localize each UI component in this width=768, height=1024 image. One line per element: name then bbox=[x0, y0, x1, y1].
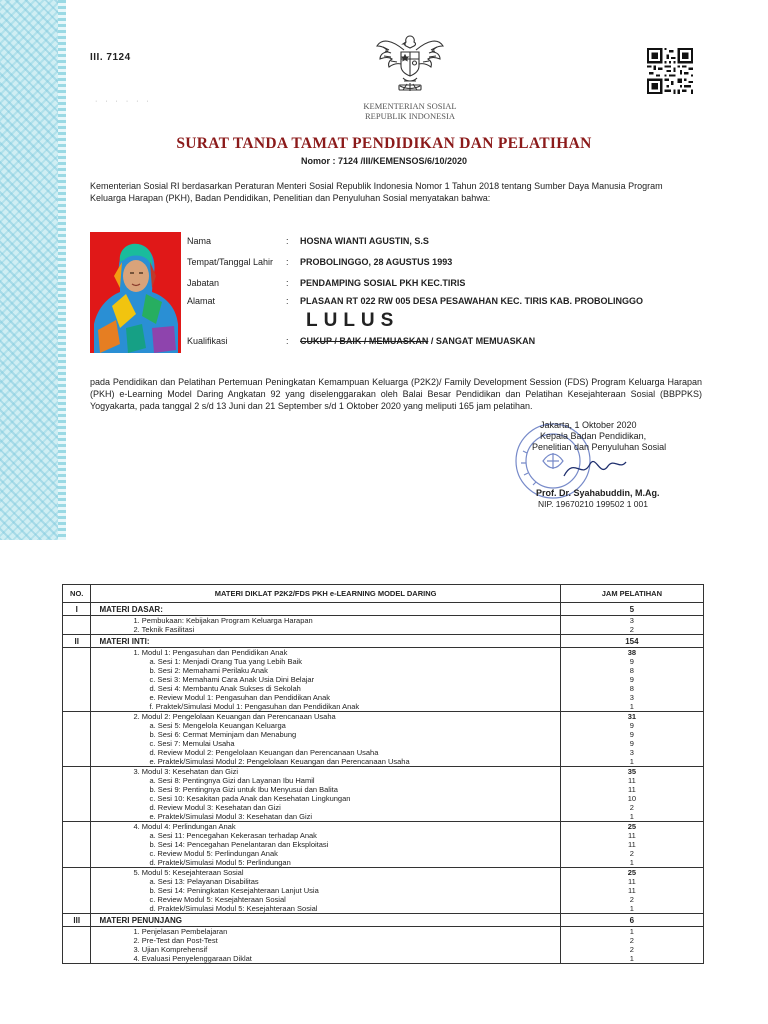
hours-cell bbox=[560, 648, 703, 712]
field-label: Nama bbox=[187, 236, 212, 246]
field-value bbox=[300, 336, 535, 346]
hours-value: 1 bbox=[629, 904, 634, 913]
header-jam: JAM PELATIHAN bbox=[560, 585, 703, 603]
materi-cell bbox=[91, 767, 560, 822]
session-item: d. Sesi 4: Membantu Anak Sukses di Sekolah bbox=[149, 684, 301, 693]
materi-cell bbox=[91, 648, 560, 712]
field-value: HOSNA WIANTI AGUSTIN, S.S bbox=[300, 236, 429, 246]
field-label: Alamat bbox=[187, 296, 216, 306]
module-item: 1. Pembukaan: Kebijakan Program Keluarga Harapan bbox=[133, 616, 313, 625]
section-hours: 6 bbox=[560, 914, 703, 927]
session-item: e. Review Modul 1: Pengasuhan dan Pendidikan Anak bbox=[149, 693, 330, 702]
table-body bbox=[63, 603, 704, 964]
session-item: c. Review Modul 5: Perlindungan Anak bbox=[149, 849, 278, 858]
hours-value: 9 bbox=[629, 657, 634, 666]
row-number-cell bbox=[63, 648, 91, 712]
struck-qualifications: CUKUP / BAIK / MEMUASKAN bbox=[300, 336, 429, 346]
materi-cell bbox=[91, 616, 560, 635]
section-number: III bbox=[63, 914, 91, 927]
certificate-title: SURAT TANDA TAMAT PENDIDIKAN DAN PELATIHAN bbox=[176, 135, 592, 152]
session-item: d. Review Modul 3: Kesehatan dan Gizi bbox=[149, 803, 281, 812]
session-item: c. Sesi 3: Memahami Cara Anak Usia Dini Belajar bbox=[149, 675, 315, 684]
table-row bbox=[63, 767, 704, 822]
hours-value: 11 bbox=[627, 886, 636, 895]
section-row bbox=[63, 603, 704, 616]
row-number-cell bbox=[63, 616, 91, 635]
field-value: PROBOLINGGO, 28 AGUSTUS 1993 bbox=[300, 257, 453, 267]
hours-value: 8 bbox=[629, 684, 634, 693]
hours-cell bbox=[560, 822, 703, 868]
body-paragraph: pada Pendidikan dan Pelatihan Pertemuan Peningkatan Kemampuan Keluarga (P2K2)/ Family Development Session (FDS) Program Keluarga Harapan (PKH) e-Learning Model Daring Angkatan 92 yang diselenggarakan oleh Balai Besar Pendidikan dan Pelatihan Kesejahteraan Sosial (BBPPKS) Yogyakarta, pada tanggal 2 s/d 13 Juni dan 21 September s/d 1 Oktober 2020 yang meliputi 165 jam pelatihan. bbox=[90, 377, 702, 411]
field-value: PLASAAN RT 022 RW 005 DESA PESAWAHAN KEC. TIRIS KAB. PROBOLINGGO bbox=[300, 296, 644, 306]
hours-value: 2 bbox=[629, 945, 634, 954]
field-label: Tempat/Tanggal Lahir bbox=[187, 257, 274, 267]
session-item: c. Sesi 7: Memulai Usaha bbox=[149, 739, 235, 748]
module-item: 2. Modul 2: Pengelolaan Keuangan dan Perencanaan Usaha bbox=[133, 712, 336, 721]
hours-value: 9 bbox=[629, 730, 634, 739]
materi-cell bbox=[91, 868, 560, 914]
session-item: b. Sesi 6: Cermat Meminjam dan Menabung bbox=[149, 730, 297, 739]
field-value: PENDAMPING SOSIAL PKH KEC.TIRIS bbox=[300, 278, 466, 288]
hours-value: 11 bbox=[627, 840, 636, 849]
hours-value: 1 bbox=[629, 702, 634, 711]
materi-cell bbox=[91, 712, 560, 767]
header-materi: MATERI DIKLAT P2K2/FDS PKH e-LEARNING MODEL DARING bbox=[91, 585, 560, 603]
hours-value: 2 bbox=[629, 803, 634, 812]
section-hours: 154 bbox=[560, 635, 703, 648]
session-item: e. Praktek/Simulasi Modul 3: Kesehatan dan Gizi bbox=[149, 812, 313, 821]
session-item: c. Review Modul 5: Kesejahteraan Sosial bbox=[149, 895, 286, 904]
session-item: b. Sesi 9: Pentingnya Gizi untuk Ibu Menyusui dan Balita bbox=[149, 785, 338, 794]
module-item: 1. Penjelasan Pembelajaran bbox=[133, 927, 228, 936]
session-item: c. Sesi 10: Kesakitan pada Anak dan Kesehatan Lingkungan bbox=[149, 794, 351, 803]
field-label: Kualifikasi bbox=[187, 336, 228, 346]
hours-value: 11 bbox=[627, 877, 636, 886]
module-item: 3. Modul 3: Kesehatan dan Gizi bbox=[133, 767, 239, 776]
certificate-number: Nomor : 7124 /III/KEMENSOS/6/10/2020 bbox=[300, 156, 468, 166]
hours-value: 38 bbox=[627, 648, 637, 657]
hours-value: 10 bbox=[627, 794, 637, 803]
materi-cell bbox=[91, 927, 560, 964]
table-row bbox=[63, 927, 704, 964]
hours-value: 3 bbox=[629, 748, 634, 757]
section-title: MATERI INTI: bbox=[91, 635, 560, 648]
hours-value: 3 bbox=[629, 693, 634, 702]
module-item: 1. Modul 1: Pengasuhan dan Pendidikan Anak bbox=[133, 648, 288, 657]
module-item: 2. Pre-Test dan Post-Test bbox=[133, 936, 218, 945]
field-colon: : bbox=[286, 278, 289, 288]
signer-nip: NIP. 19670210 199502 1 001 bbox=[538, 499, 648, 509]
serial-number: III. 7124 bbox=[90, 52, 131, 63]
session-item: b. Sesi 14: Peningkatan Kesejahteraan Lanjut Usia bbox=[149, 886, 319, 895]
session-item: d. Praktek/Simulasi Modul 5: Perlindungan bbox=[149, 858, 291, 867]
ministry-line-2: REPUBLIK INDONESIA bbox=[365, 111, 455, 121]
header-no: NO. bbox=[63, 585, 91, 603]
module-item: 4. Evaluasi Penyelenggaraan Diklat bbox=[133, 954, 252, 963]
hours-value: 3 bbox=[629, 616, 634, 625]
hours-value: 11 bbox=[627, 785, 636, 794]
module-item: 4. Modul 4: Perlindungan Anak bbox=[133, 822, 236, 831]
hours-value: 2 bbox=[629, 849, 634, 858]
section-row bbox=[63, 914, 704, 927]
faint-scan-marks: · · · · · · bbox=[95, 98, 152, 105]
session-item: a. Sesi 5: Mengelola Keuangan Keluarga bbox=[149, 721, 286, 730]
sign-place-date: Jakarta, 1 Oktober 2020 bbox=[540, 420, 637, 430]
section-number: II bbox=[63, 635, 91, 648]
table-row bbox=[63, 822, 704, 868]
hours-value: 2 bbox=[629, 625, 634, 634]
table-row bbox=[63, 616, 704, 635]
session-item: d. Praktek/Simulasi Modul 5: Kesejahteraan Sosial bbox=[149, 904, 318, 913]
hours-value: 1 bbox=[629, 954, 634, 963]
hours-value: 8 bbox=[629, 666, 634, 675]
hours-cell bbox=[560, 616, 703, 635]
hours-value: 11 bbox=[627, 776, 636, 785]
table-row bbox=[63, 648, 704, 712]
hours-value: 1 bbox=[629, 812, 634, 821]
field-colon: : bbox=[286, 257, 289, 267]
intro-paragraph: Kementerian Sosial RI berdasarkan Peraturan Menteri Sosial Republik Indonesia Nomor 1 Tahun 2018 tentang Sumber Daya Manusia Program Keluarga Harapan (PKH), Badan Pendidikan, Penelitian dan Penyuluhan Sosial menyatakan bahwa: bbox=[90, 181, 663, 203]
table-row bbox=[63, 868, 704, 914]
field-label: Jabatan bbox=[187, 278, 220, 288]
section-number: I bbox=[63, 603, 91, 616]
hours-value: 9 bbox=[629, 739, 634, 748]
module-item: 2. Teknik Fasilitasi bbox=[133, 625, 195, 634]
signature-scribble-icon bbox=[560, 452, 630, 484]
ministry-line-1: KEMENTERIAN SOSIAL bbox=[363, 101, 457, 111]
hours-value: 1 bbox=[629, 927, 634, 936]
materi-cell bbox=[91, 822, 560, 868]
field-colon: : bbox=[286, 336, 289, 346]
session-item: d. Review Modul 2: Pengelolaan Keuangan dan Perencanaan Usaha bbox=[149, 748, 379, 757]
hours-value: 25 bbox=[627, 822, 637, 831]
ministry-name bbox=[340, 101, 480, 121]
garuda-emblem-icon bbox=[374, 26, 446, 98]
session-item: f. Praktek/Simulasi Modul 1: Pengasuhan dan Pendidikan Anak bbox=[149, 702, 360, 711]
session-item: b. Sesi 14: Pencegahan Penelantaran dan Eksploitasi bbox=[149, 840, 329, 849]
hours-value: 2 bbox=[629, 895, 634, 904]
qualification-value: / SANGAT MEMUASKAN bbox=[428, 336, 536, 346]
sign-role-1: Kepala Badan Pendidikan, bbox=[540, 431, 647, 441]
status-lulus: LULUS bbox=[306, 310, 400, 331]
qr-code-icon bbox=[647, 48, 693, 94]
table-row bbox=[63, 712, 704, 767]
section-title: MATERI DASAR: bbox=[91, 603, 560, 616]
holder-photo bbox=[90, 232, 181, 353]
module-item: 5. Modul 5: Kesejahteraan Sosial bbox=[133, 868, 244, 877]
hours-value: 1 bbox=[629, 858, 634, 867]
hours-cell bbox=[560, 712, 703, 767]
section-title: MATERI PENUNJANG bbox=[91, 914, 560, 927]
hours-value: 2 bbox=[629, 936, 634, 945]
curriculum-table bbox=[62, 584, 704, 964]
module-item: 3. Ujian Komprehensif bbox=[133, 945, 208, 954]
security-border-edge bbox=[58, 0, 66, 540]
field-colon: : bbox=[286, 236, 289, 246]
row-number-cell bbox=[63, 767, 91, 822]
hours-value: 9 bbox=[629, 721, 634, 730]
signer-name: Prof. Dr. Syahabuddin, M.Ag. bbox=[536, 488, 660, 498]
session-item: b. Sesi 2: Memahami Perilaku Anak bbox=[149, 666, 268, 675]
hours-value: 35 bbox=[627, 767, 637, 776]
session-item: a. Sesi 11: Pencegahan Kekerasan terhadap Anak bbox=[149, 831, 317, 840]
session-item: a. Sesi 1: Menjadi Orang Tua yang Lebih Baik bbox=[149, 657, 303, 666]
hours-value: 11 bbox=[627, 831, 636, 840]
hours-cell bbox=[560, 868, 703, 914]
session-item: a. Sesi 13: Pelayanan Disabilitas bbox=[149, 877, 259, 886]
field-colon: : bbox=[286, 296, 289, 306]
session-item: e. Praktek/Simulasi Modul 2: Pengelolaan Keuangan dan Perencanaan Usaha bbox=[149, 757, 410, 766]
hours-value: 25 bbox=[627, 868, 637, 877]
session-item: a. Sesi 8: Pentingnya Gizi dan Layanan Ibu Hamil bbox=[149, 776, 315, 785]
hours-value: 1 bbox=[629, 757, 634, 766]
hours-cell bbox=[560, 927, 703, 964]
security-border-pattern bbox=[0, 0, 62, 540]
row-number-cell bbox=[63, 927, 91, 964]
row-number-cell bbox=[63, 822, 91, 868]
section-hours: 5 bbox=[560, 603, 703, 616]
row-number-cell bbox=[63, 868, 91, 914]
row-number-cell bbox=[63, 712, 91, 767]
hours-cell bbox=[560, 767, 703, 822]
table-header-row bbox=[63, 585, 704, 603]
hours-value: 9 bbox=[629, 675, 634, 684]
sign-role-2: Penelitian dan Penyuluhan Sosial bbox=[532, 442, 667, 452]
hours-value: 31 bbox=[627, 712, 637, 721]
section-row bbox=[63, 635, 704, 648]
